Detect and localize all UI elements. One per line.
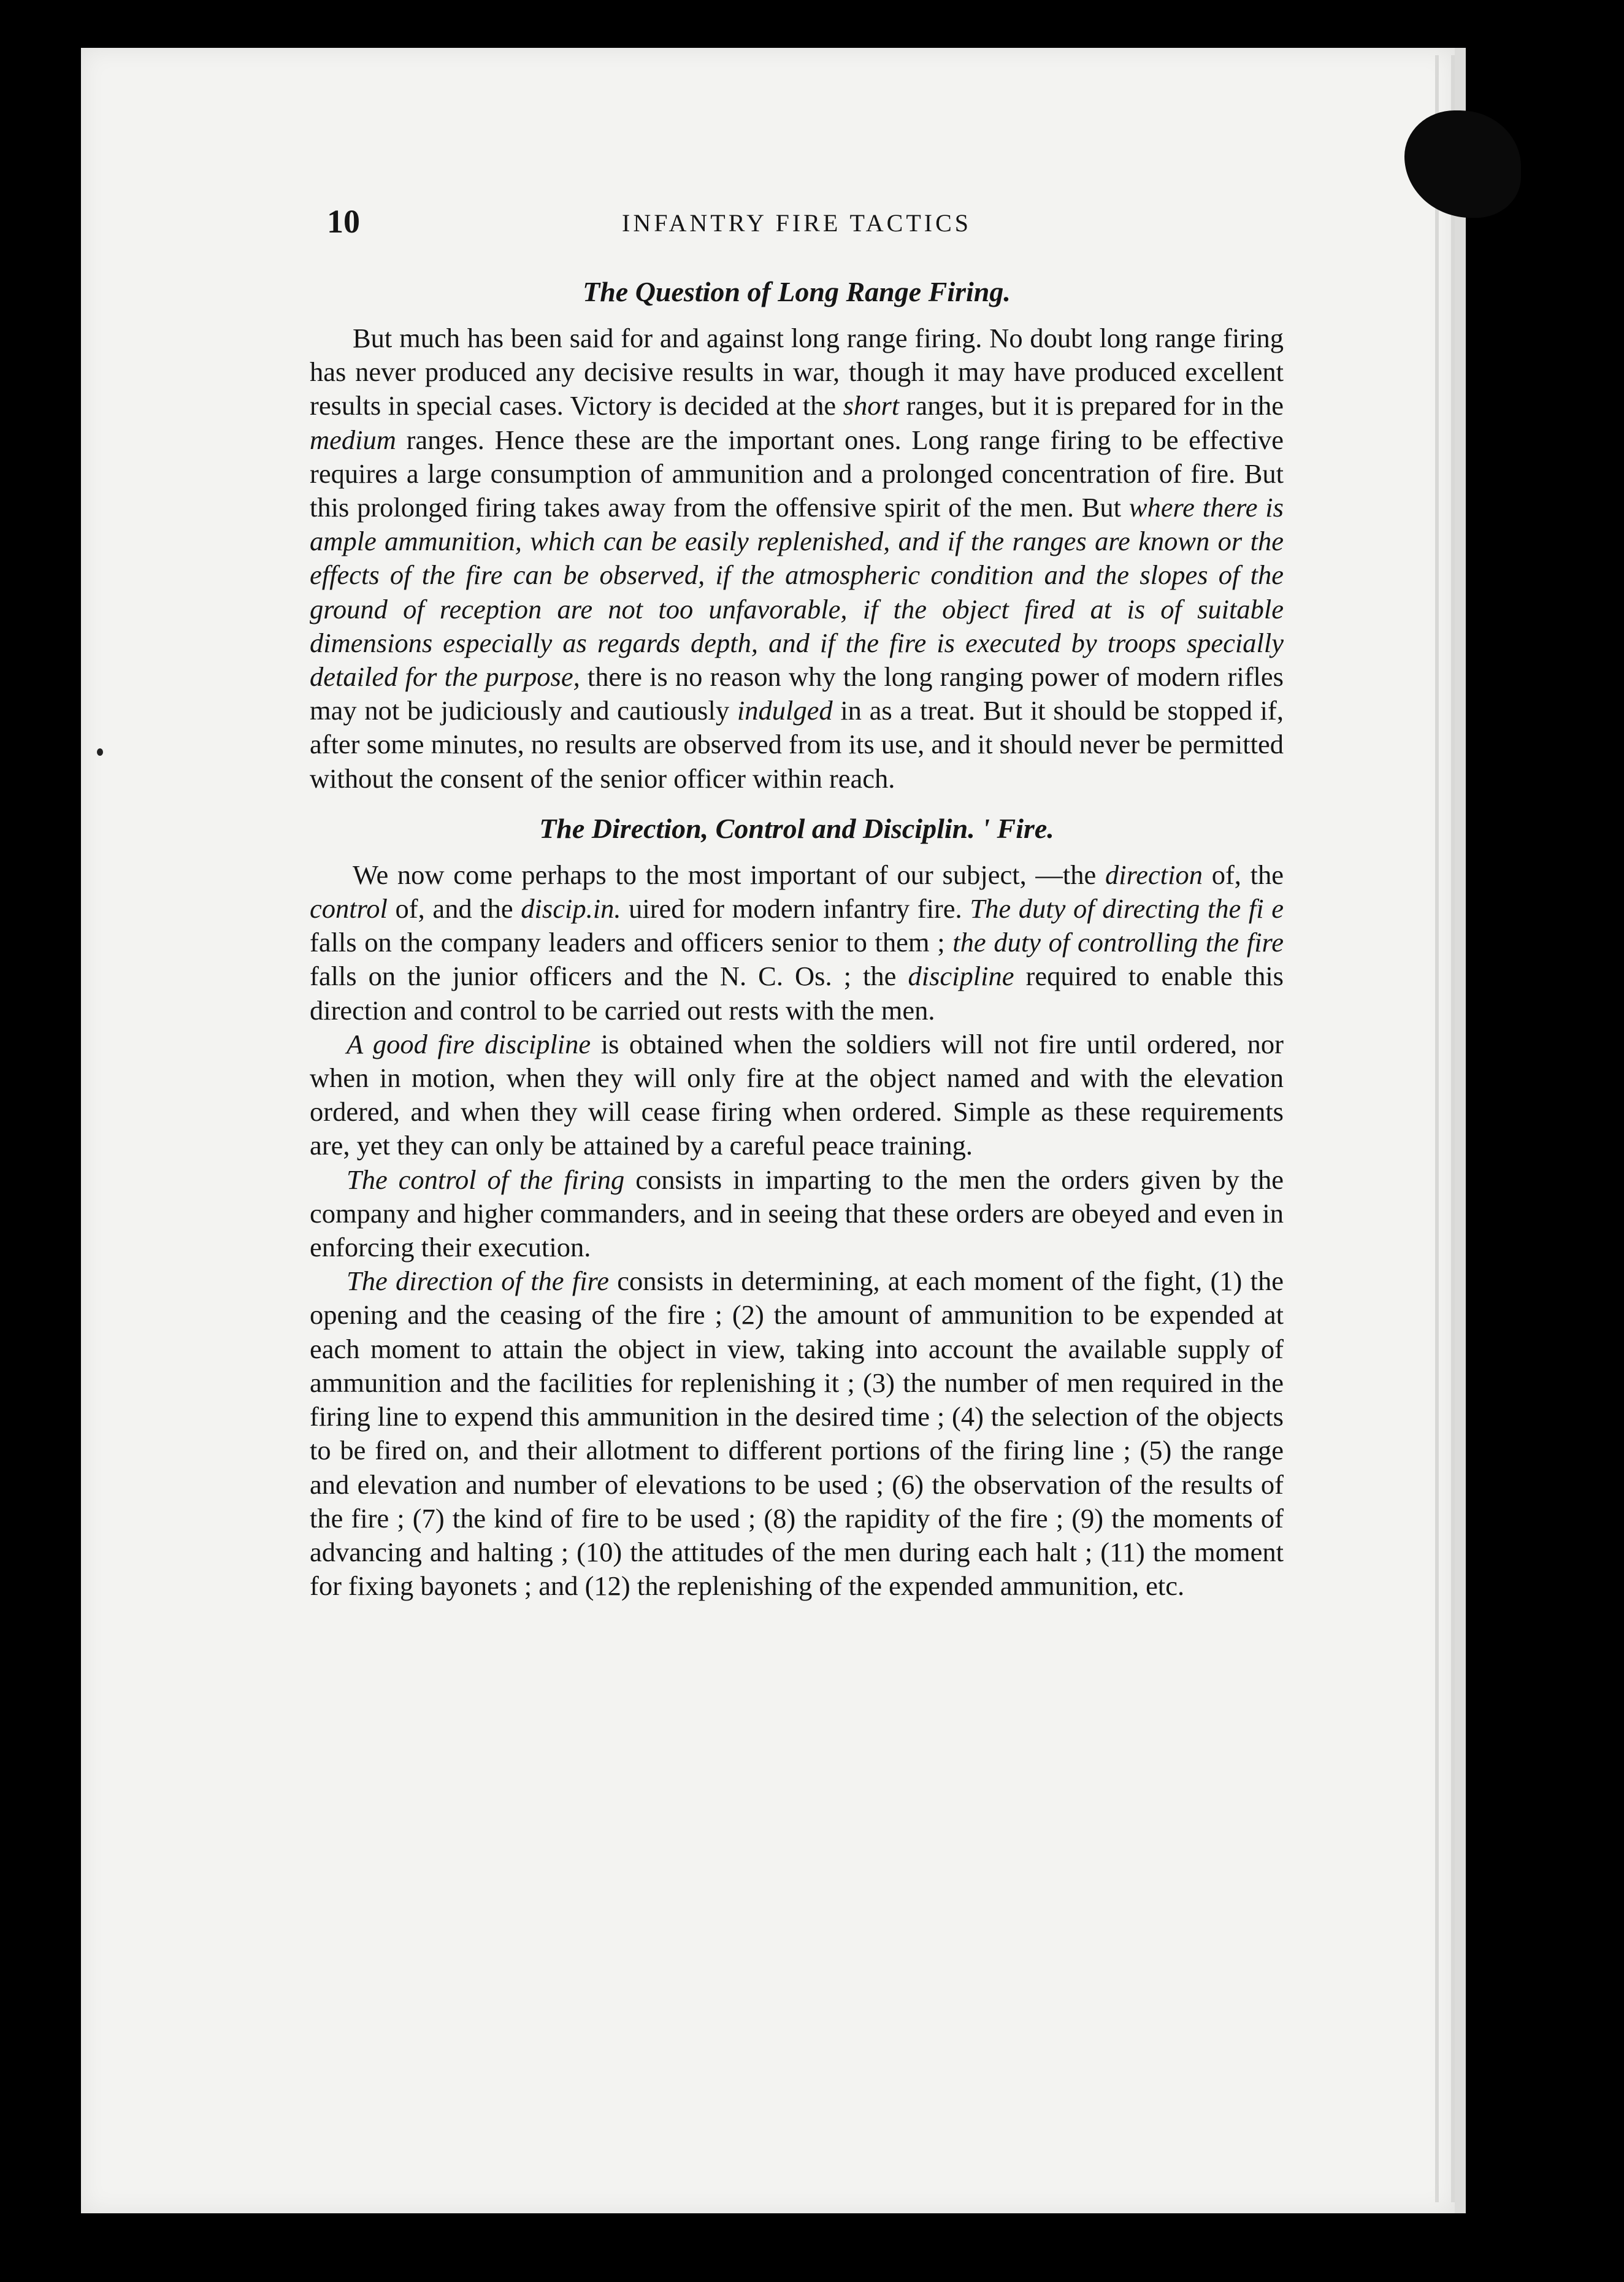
scan-artifact-line — [1435, 55, 1439, 2202]
italic-run: The control of the firing — [347, 1164, 625, 1195]
text-run: But much has been said for and against long range firing. No doubt long range firing has never produced any decisive results in war, though it may have produced excellent results in special cases. Victory is decided at the — [310, 323, 1284, 421]
italic-run: The duty of directing the fi e — [970, 893, 1284, 924]
paragraph-long-range — [310, 321, 1284, 796]
text-run: of, the — [1203, 859, 1284, 890]
page-edge-strip — [1455, 48, 1466, 2213]
italic-run: short — [843, 390, 900, 421]
italic-run: medium — [310, 424, 396, 455]
italic-run: The direction of the fire — [347, 1266, 609, 1297]
text-run: falls on the junior officers and the N. C. Os. ; the — [310, 961, 908, 992]
page-header — [310, 202, 1284, 270]
italic-run: where there is ample ammunition, which can be easily replenished, and if the ranges are known or the effects of the fire can be observed, if the atmospheric condition and the slopes of the ground of reception are not too unfavorable, if the object fired at is of suitable dimensions especially as regards depth, and if the fire is executed by troops specially detailed for the purpose, — [310, 492, 1284, 693]
italic-run: discip.in. — [521, 893, 621, 924]
italic-run: A good fire discipline — [347, 1028, 591, 1059]
page-text-block — [310, 202, 1284, 1603]
text-run: in as a treat. But it should be stopped if, after some minutes, no results are observed from its use, and it should never be permitted without the consent of the senior officer within reach. — [310, 695, 1284, 794]
margin-speck — [97, 748, 103, 756]
running-head: INFANTRY FIRE TACTICS — [622, 209, 971, 237]
scan-artifact-line — [1451, 55, 1455, 2202]
italic-run: control — [310, 893, 388, 924]
paragraph-control-of-firing — [310, 1163, 1284, 1265]
section-heading-direction-control: The Direction, Control and Disciplin. ' Fire. — [539, 812, 1054, 844]
text-run: falls on the company leaders and officers senior to them ; — [310, 927, 953, 958]
text-run: required to enable this direction and control to be carried out rests with the men. — [310, 961, 1284, 1026]
section-heading-long-range: The Question of Long Range Firing. — [583, 276, 1011, 307]
italic-run: indulged — [737, 695, 833, 726]
italic-run: the duty of controlling the fire — [952, 927, 1284, 958]
italic-run: direction — [1105, 859, 1203, 890]
paragraph-fire-discipline — [310, 1028, 1284, 1163]
text-run: We now come perhaps to the most important — [353, 859, 865, 890]
text-run: consists in determining, at each moment of the fight, (1) the opening and the ceasing of the fire ; (2) the amount of ammunition to be expended at each moment to attain the object in view, taking into account the available supply of ammunition and the facilities for replenishing it ; (3) the number of men required in the firing line to expend this ammunition in the desired time ; (4) the selection of the objects to be fired on, and their allotment to different portions of the firing line ; (5) the range and elevation and number of elevations to be used ; (6) the observation of the results of the fire ; (7) the kind of fire to be used ; (8) the rapidity of the fire ; (9) the moments of advancing and halting ; (10) the attitudes of the men during each halt ; (11) the moment for fixing bayonets ; and (12) the replenishing of the expended ammunition, etc. — [310, 1266, 1284, 1602]
text-run: of, and the — [387, 893, 521, 924]
italic-run: discipline — [908, 961, 1014, 992]
text-run: uired for modern infantry fire. — [621, 893, 970, 924]
text-run: is obtained when the soldiers will not fire until ordered, nor when in motion, when they will only fire at the object named and with the elevation ordered, and when they will cease firing when ordered. Simple as these requirements are, yet they can only be attained by a careful peace training. — [310, 1028, 1284, 1161]
page-number: 10 — [327, 203, 360, 240]
text-run: ranges, but it is prepared for in the — [899, 390, 1284, 421]
text-run: of our subject, —the — [865, 859, 1106, 890]
paragraph-direction-of-fire — [310, 1264, 1284, 1603]
text-run: ranges. Hence these are the important ones. Long range firing to be effective requires a large consumption of ammunition and a prolonged concentration of fire. But this prolonged firing takes away from the offensive spirit of the men. But — [310, 424, 1284, 523]
text-run: consists in imparting to the men the orders given by the company and higher commanders, and in seeing that these orders are obeyed and even in enforcing their execution. — [310, 1164, 1284, 1263]
paragraph-direction-control — [310, 858, 1284, 1028]
text-run: there is no reason why the long ranging power of modern rifles may not be judiciously and cautiously — [310, 661, 1284, 726]
